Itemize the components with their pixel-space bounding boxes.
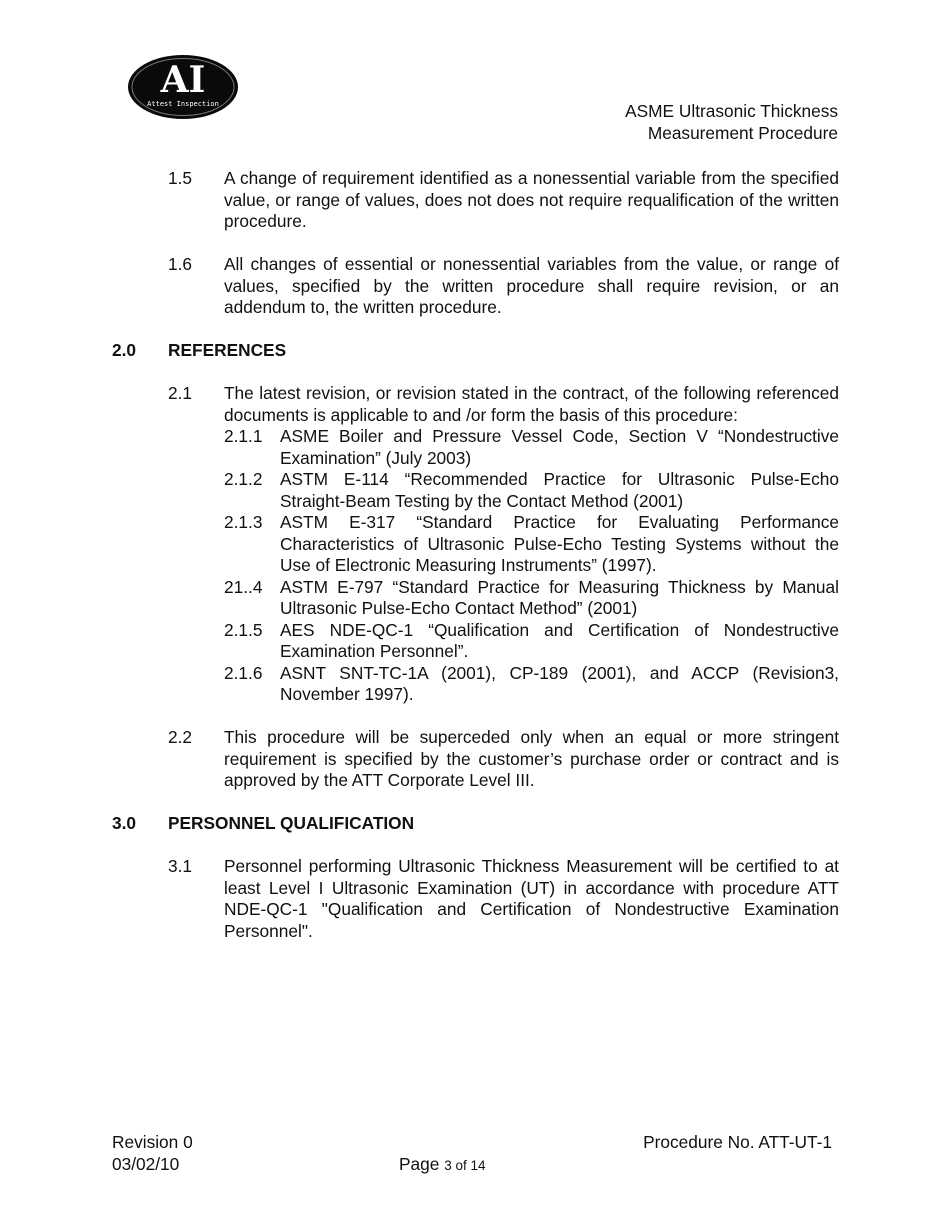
reference-number: 21..4 <box>224 576 263 597</box>
reference-text: ASTM E-317 “Standard Practice for Evaluating Performance Characteristics of Ultrasonic Pulse-Echo Testing Systems without the Use of Electronic Measuring Instruments” (1997). <box>280 512 839 575</box>
header-line-1: ASME Ultrasonic Thickness <box>625 101 838 121</box>
reference-item <box>224 620 839 663</box>
footer-date: 03/02/10 <box>112 1154 180 1174</box>
svg-text:AI: AI <box>160 59 206 101</box>
clause-number: 2.1 <box>168 383 193 403</box>
page-of: 3 of 14 <box>444 1158 486 1173</box>
svg-text:Attest Inspection: Attest Inspection <box>147 100 219 108</box>
clause-3-1 <box>112 856 839 942</box>
clause-number: 1.6 <box>168 254 193 274</box>
footer-page-number <box>399 1154 485 1175</box>
reference-item <box>224 577 839 620</box>
reference-item <box>224 663 839 706</box>
reference-number: 2.1.3 <box>224 512 263 532</box>
header-line-2: Measurement Procedure <box>647 123 838 143</box>
reference-number: 2.1.1 <box>224 426 263 446</box>
clause-number: 3.1 <box>168 856 193 876</box>
reference-item <box>224 512 839 577</box>
clause-text: A change of requirement identified as a nonessential variable from the specified value, or range of values, does not does not require requalification of the written procedure. <box>224 168 839 231</box>
attest-inspection-logo <box>127 54 239 120</box>
reference-number: 2.1.6 <box>224 662 263 683</box>
document-header-title <box>625 100 838 144</box>
reference-text: ASTM E-797 “Standard Practice for Measuring Thickness by Manual Ultrasonic Pulse-Echo Contact Method” (2001) <box>280 576 839 618</box>
clause-1-6 <box>112 254 839 319</box>
section-number: 3.0 <box>112 813 137 833</box>
reference-number: 2.1.5 <box>224 619 263 640</box>
reference-number: 2.1.2 <box>224 469 263 489</box>
clause-2-2 <box>112 727 839 792</box>
section-heading-personnel-qualification <box>112 813 839 835</box>
reference-text: AES NDE-QC-1 “Qualification and Certification of Nondestructive Examination Personnel”. <box>280 619 839 661</box>
reference-text: ASME Boiler and Pressure Vessel Code, Section V “Nondestructive Examination” (July 2003) <box>280 426 839 468</box>
footer-procedure-number: Procedure No. ATT-UT-1 <box>643 1132 832 1152</box>
clause-2-1 <box>112 383 839 706</box>
page-label: Page <box>399 1154 440 1174</box>
reference-item <box>224 469 839 512</box>
section-number: 2.0 <box>112 340 137 360</box>
section-title: REFERENCES <box>168 340 287 360</box>
clause-text: Personnel performing Ultrasonic Thickness Measurement will be certified to at least Level I Ultrasonic Examination (UT) in accordance with procedure ATT NDE-QC-1 "Qualification and Certification of Nondestructive Examination Personnel". <box>224 856 839 941</box>
clause-text: The latest revision, or revision stated in the contract, of the following referenced documents is applicable to and /or form the basis of this procedure: <box>224 383 839 425</box>
reference-text: ASNT SNT-TC-1A (2001), CP-189 (2001), and ACCP (Revision3, November 1997). <box>280 662 839 704</box>
section-heading-references <box>112 340 839 362</box>
reference-item <box>224 426 839 469</box>
clause-1-5 <box>112 168 839 233</box>
clause-number: 2.2 <box>168 727 193 747</box>
clause-text: This procedure will be superceded only when an equal or more stringent requirement is specified by the customer’s purchase order or contract and is approved by the ATT Corporate Level III. <box>224 727 839 790</box>
footer-revision: Revision 0 <box>112 1132 193 1152</box>
section-title: PERSONNEL QUALIFICATION <box>168 813 415 833</box>
reference-text: ASTM E-114 “Recommended Practice for Ultrasonic Pulse-Echo Straight-Beam Testing by the Contact Method (2001) <box>280 469 839 511</box>
clause-text: All changes of essential or nonessential variables from the value, or range of values, specified by the written procedure shall require revision, or an addendum to, the written procedure. <box>224 254 839 317</box>
clause-number: 1.5 <box>168 168 193 188</box>
document-body <box>112 168 839 942</box>
